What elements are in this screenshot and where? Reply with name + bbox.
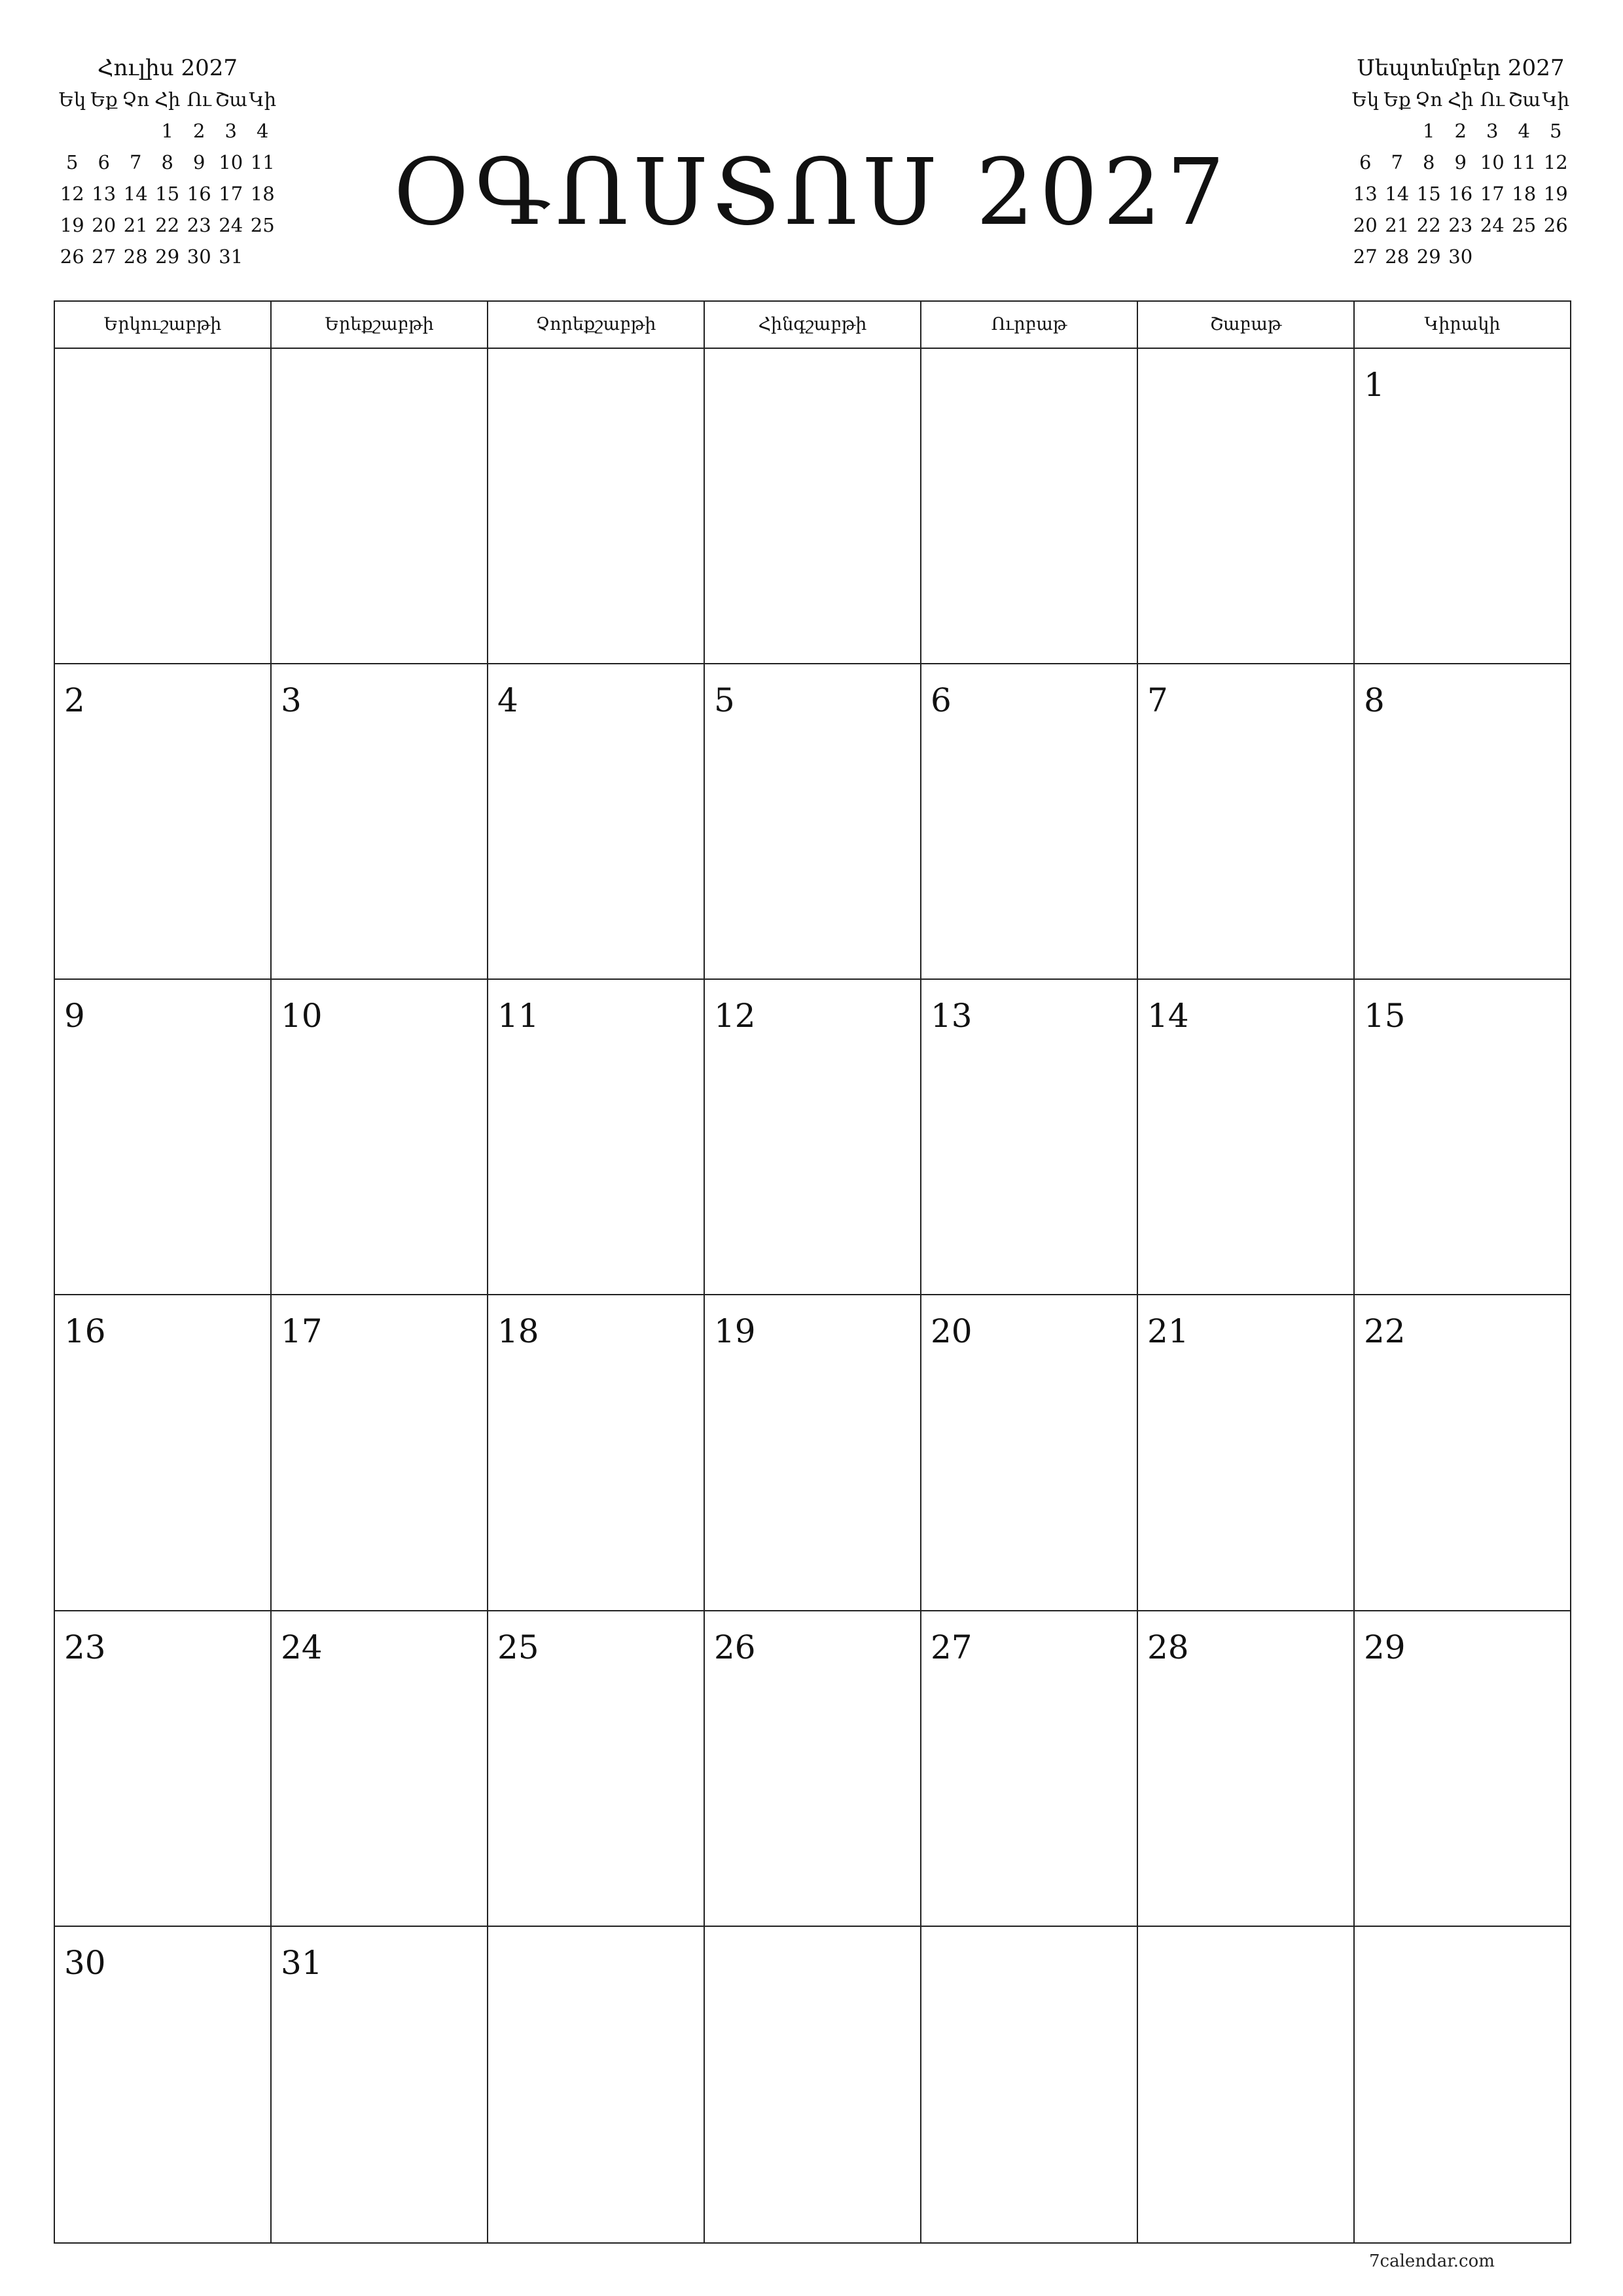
mini-day-number: 21 — [123, 214, 148, 236]
week-row — [55, 980, 1570, 1295]
mini-day-number: 11 — [1512, 151, 1537, 173]
day-number: 5 — [714, 681, 735, 720]
mini-weekday-label: Կի — [249, 88, 277, 111]
weekday-header: Չորեքշաբթի — [488, 302, 705, 348]
mini-calendar-grid — [1349, 84, 1572, 272]
day-cell[interactable] — [488, 664, 705, 978]
day-cell[interactable] — [488, 349, 705, 663]
day-number: 9 — [64, 997, 85, 1035]
day-cell[interactable] — [705, 1611, 921, 1926]
day-cell[interactable] — [488, 1611, 705, 1926]
day-cell[interactable] — [1355, 1295, 1570, 1609]
mini-day-number: 23 — [187, 214, 211, 236]
day-cell[interactable] — [272, 664, 488, 978]
day-cell[interactable] — [488, 1927, 705, 2242]
day-number: 24 — [281, 1628, 323, 1666]
day-number: 7 — [1147, 681, 1168, 720]
mini-day-number: 19 — [60, 214, 84, 236]
day-cell[interactable] — [705, 980, 921, 1294]
mini-day-number: 5 — [1550, 120, 1562, 142]
mini-day-number: 4 — [257, 120, 269, 142]
day-number: 29 — [1364, 1628, 1406, 1666]
mini-day-number: 21 — [1385, 214, 1410, 236]
mini-day-number: 1 — [161, 120, 173, 142]
mini-day-number: 10 — [219, 151, 243, 173]
day-number: 13 — [931, 997, 972, 1035]
day-number: 3 — [281, 681, 302, 720]
mini-day-number: 17 — [1480, 183, 1505, 205]
day-number: 28 — [1147, 1628, 1189, 1666]
mini-day-number: 8 — [161, 151, 173, 173]
mini-day-number: 28 — [1385, 245, 1410, 268]
mini-day-number: 22 — [155, 214, 180, 236]
day-number: 25 — [497, 1628, 539, 1666]
day-number: 19 — [714, 1312, 756, 1351]
mini-day-number: 22 — [1416, 214, 1441, 236]
mini-day-number: 3 — [1486, 120, 1499, 142]
day-cell[interactable] — [1138, 1927, 1355, 2242]
mini-day-number: 6 — [98, 151, 110, 173]
day-cell[interactable] — [1355, 1927, 1570, 2242]
mini-day-number: 6 — [1359, 151, 1372, 173]
mini-day-number — [1349, 115, 1382, 147]
day-cell[interactable] — [705, 664, 921, 978]
mini-day-number: 31 — [219, 245, 243, 268]
day-cell[interactable] — [1355, 1611, 1570, 1926]
day-cell[interactable] — [488, 1295, 705, 1609]
mini-day-number: 7 — [1391, 151, 1403, 173]
mini-day-number — [88, 115, 120, 147]
week-row — [55, 1927, 1570, 2242]
day-number: 31 — [281, 1943, 323, 1982]
mini-day-number: 19 — [1543, 183, 1568, 205]
day-number: 14 — [1147, 997, 1189, 1035]
day-number: 16 — [64, 1312, 106, 1351]
mini-weekday-label: Հի — [154, 88, 181, 111]
week-row — [55, 1611, 1570, 1927]
mini-day-number: 27 — [1353, 245, 1378, 268]
day-cell[interactable] — [705, 1927, 921, 2242]
mini-day-number — [1382, 115, 1414, 147]
day-cell[interactable] — [272, 1295, 488, 1609]
day-number: 20 — [931, 1312, 972, 1351]
week-row — [55, 1295, 1570, 1611]
mini-day-number: 15 — [1416, 183, 1441, 205]
mini-day-number: 12 — [60, 183, 84, 205]
day-number: 18 — [497, 1312, 539, 1351]
day-number: 26 — [714, 1628, 756, 1666]
day-cell[interactable] — [921, 1611, 1138, 1926]
mini-day-number: 15 — [155, 183, 180, 205]
mini-weekday-label: Չո — [1415, 88, 1443, 111]
day-number: 22 — [1364, 1312, 1406, 1351]
mini-weekday-label: Եք — [90, 88, 118, 111]
day-number: 10 — [281, 997, 323, 1035]
mini-day-number: 11 — [250, 151, 275, 173]
day-cell[interactable] — [55, 1611, 272, 1926]
mini-day-number: 25 — [250, 214, 275, 236]
mini-day-number: 30 — [187, 245, 211, 268]
mini-day-number: 13 — [1353, 183, 1378, 205]
day-cell[interactable] — [921, 980, 1138, 1294]
day-cell[interactable] — [272, 1611, 488, 1926]
mini-weekday-label: Կի — [1542, 88, 1570, 111]
mini-weekday-label: Շա — [1508, 88, 1541, 111]
day-cell[interactable] — [55, 664, 272, 978]
day-number: 15 — [1364, 997, 1406, 1035]
day-number: 27 — [931, 1628, 972, 1666]
mini-calendar-title: Հուլիս 2027 — [97, 55, 238, 81]
day-cell[interactable] — [272, 980, 488, 1294]
mini-day-number: 23 — [1448, 214, 1473, 236]
mini-day-number: 26 — [60, 245, 84, 268]
mini-day-number: 12 — [1543, 151, 1568, 173]
mini-day-number: 18 — [250, 183, 275, 205]
day-cell[interactable] — [55, 980, 272, 1294]
day-cell[interactable] — [1138, 1611, 1355, 1926]
mini-weekday-label: Եկ — [1351, 88, 1380, 111]
weekday-header: Երեքշաբթի — [272, 302, 488, 348]
mini-day-number — [56, 115, 88, 147]
week-row — [55, 664, 1570, 980]
mini-day-number: 14 — [1385, 183, 1410, 205]
mini-day-number: 2 — [193, 120, 205, 142]
mini-weekday-label: Եք — [1383, 88, 1411, 111]
weekday-header: Երկուշաբթի — [55, 302, 272, 348]
day-number: 23 — [64, 1628, 106, 1666]
mini-day-number: 17 — [219, 183, 243, 205]
day-number: 12 — [714, 997, 756, 1035]
mini-day-number: 27 — [92, 245, 116, 268]
mini-day-number: 26 — [1543, 214, 1568, 236]
weekday-header-row — [55, 302, 1570, 349]
mini-day-number: 16 — [1448, 183, 1473, 205]
weekday-header: Շաբաթ — [1138, 302, 1355, 348]
mini-day-number: 5 — [66, 151, 79, 173]
mini-day-number: 4 — [1518, 120, 1530, 142]
day-cell[interactable] — [1138, 1295, 1355, 1609]
weekday-header: Հինգշաբթի — [705, 302, 921, 348]
mini-day-number: 24 — [1480, 214, 1505, 236]
day-cell[interactable] — [921, 349, 1138, 663]
mini-day-number: 25 — [1512, 214, 1537, 236]
day-cell[interactable] — [272, 1927, 488, 2242]
mini-day-number: 2 — [1454, 120, 1467, 142]
day-cell[interactable] — [1355, 664, 1570, 978]
mini-day-number: 24 — [219, 214, 243, 236]
day-number: 4 — [497, 681, 518, 720]
mini-weekday-label: Ու — [1480, 88, 1505, 111]
mini-day-number: 13 — [92, 183, 116, 205]
day-number: 30 — [64, 1943, 106, 1982]
mini-day-number: 29 — [1416, 245, 1441, 268]
day-cell[interactable] — [921, 1295, 1138, 1609]
weekday-header: Կիրակի — [1424, 314, 1501, 334]
mini-day-number: 30 — [1448, 245, 1473, 268]
footer-credit: 7calendar.com — [1369, 2251, 1495, 2271]
mini-weekday-label: Հի — [1448, 88, 1474, 111]
day-cell[interactable] — [1138, 349, 1355, 663]
weekday-header: Ուրբաթ — [921, 302, 1138, 348]
mini-weekday-label: Շա — [215, 88, 247, 111]
day-number: 11 — [497, 997, 539, 1035]
day-cell[interactable] — [55, 1927, 272, 2242]
day-cell[interactable] — [705, 349, 921, 663]
mini-day-number: 28 — [123, 245, 148, 268]
mini-calendar-title: Սեպտեմբեր 2027 — [1357, 55, 1565, 81]
month-calendar-grid — [54, 300, 1571, 2244]
mini-day-number: 3 — [224, 120, 237, 142]
page-title: ՕԳՈՍՏՈՍ 2027 — [393, 139, 1230, 246]
day-cell[interactable] — [55, 1295, 272, 1609]
mini-day-number: 20 — [1353, 214, 1378, 236]
mini-day-number: 7 — [130, 151, 142, 173]
mini-weekday-label: Եկ — [58, 88, 86, 111]
day-cell[interactable] — [55, 349, 272, 663]
mini-weekday-label: Չո — [122, 88, 150, 111]
weeks-container — [55, 349, 1570, 2242]
day-cell[interactable] — [488, 980, 705, 1294]
day-number: 21 — [1147, 1312, 1189, 1351]
day-cell[interactable] — [705, 1295, 921, 1609]
mini-day-number: 14 — [123, 183, 148, 205]
day-cell[interactable] — [1138, 664, 1355, 978]
day-number: 2 — [64, 681, 85, 720]
day-number: 17 — [281, 1312, 323, 1351]
mini-day-number — [120, 115, 152, 147]
mini-day-number: 18 — [1512, 183, 1537, 205]
week-row — [55, 349, 1570, 664]
mini-weekday-label: Ու — [187, 88, 211, 111]
day-number: 1 — [1364, 366, 1385, 404]
mini-day-number: 10 — [1480, 151, 1505, 173]
day-cell[interactable] — [1138, 980, 1355, 1294]
day-cell[interactable] — [1355, 349, 1570, 663]
day-cell[interactable] — [272, 349, 488, 663]
day-cell[interactable] — [921, 1927, 1138, 2242]
mini-day-number: 20 — [92, 214, 116, 236]
day-number: 8 — [1364, 681, 1385, 720]
day-cell[interactable] — [921, 664, 1138, 978]
mini-day-number: 1 — [1423, 120, 1435, 142]
mini-day-number: 16 — [187, 183, 211, 205]
day-cell[interactable] — [1355, 980, 1570, 1294]
mini-day-number: 9 — [193, 151, 205, 173]
day-number: 6 — [931, 681, 952, 720]
mini-calendar-next — [1349, 54, 1572, 272]
mini-day-number: 8 — [1423, 151, 1435, 173]
mini-day-number: 9 — [1454, 151, 1467, 173]
mini-day-number: 29 — [155, 245, 180, 268]
